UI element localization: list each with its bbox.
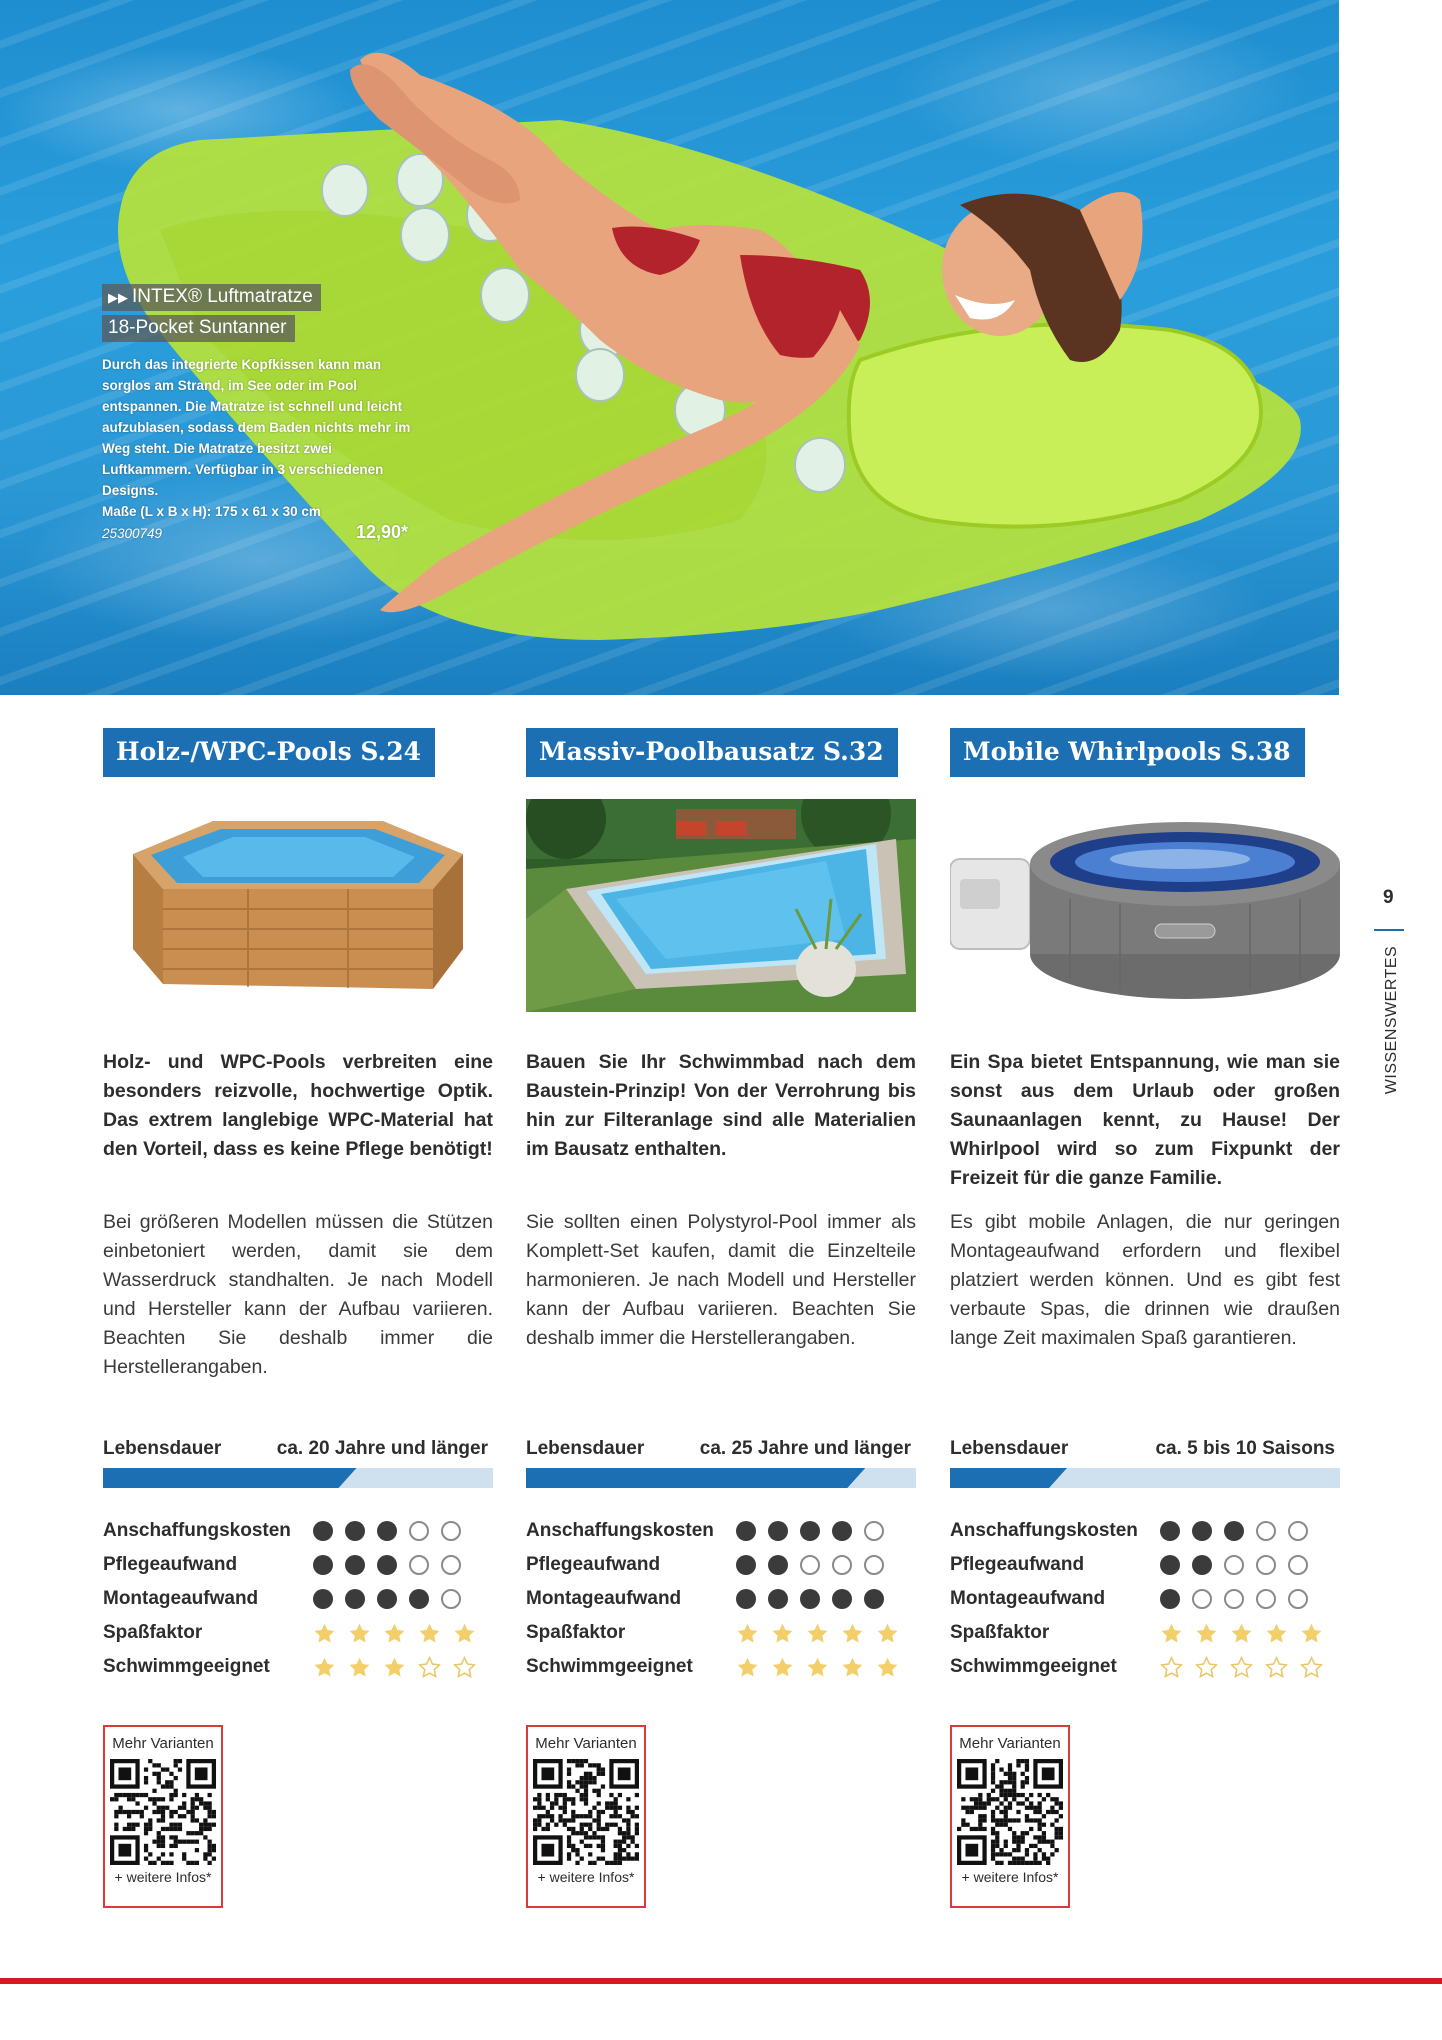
dot-filled-icon xyxy=(768,1589,788,1609)
star-filled-icon xyxy=(383,1656,406,1679)
qr-top-label: Mehr Varianten xyxy=(535,1735,637,1752)
lifetime-label: Lebensdauer xyxy=(950,1438,1069,1459)
rating-label: Montageaufwand xyxy=(526,1588,682,1609)
rating-row xyxy=(526,1582,916,1616)
dot-filled-icon xyxy=(768,1555,788,1575)
rating-label: Spaßfaktor xyxy=(103,1622,203,1643)
lifetime-value: ca. 25 Jahre und länger xyxy=(699,1438,911,1459)
star-filled-icon xyxy=(806,1656,829,1679)
dot-empty-icon xyxy=(409,1555,429,1575)
dot-empty-icon xyxy=(1288,1555,1308,1575)
dot-filled-icon xyxy=(377,1589,397,1609)
rating-row xyxy=(950,1548,1340,1582)
rating-marks xyxy=(736,1622,899,1645)
star-filled-icon xyxy=(736,1622,759,1645)
product-sku: 25300749 xyxy=(102,526,163,541)
dot-filled-icon xyxy=(313,1589,333,1609)
dot-filled-icon xyxy=(1192,1521,1212,1541)
dot-empty-icon xyxy=(800,1555,820,1575)
dot-filled-icon xyxy=(345,1555,365,1575)
dot-empty-icon xyxy=(1224,1589,1244,1609)
star-filled-icon xyxy=(1230,1622,1253,1645)
dot-empty-icon xyxy=(441,1555,461,1575)
dot-empty-icon xyxy=(864,1521,884,1541)
double-arrow-icon: ▶▶ xyxy=(108,290,128,305)
rating-row xyxy=(103,1616,493,1650)
star-filled-icon xyxy=(1265,1622,1288,1645)
hero-image xyxy=(0,0,1339,695)
rating-label: Anschaffungskosten xyxy=(526,1520,714,1541)
rating-label: Anschaffungskosten xyxy=(103,1520,291,1541)
dot-filled-icon xyxy=(800,1589,820,1609)
star-empty-icon xyxy=(1195,1656,1218,1679)
star-filled-icon xyxy=(453,1622,476,1645)
rating-row xyxy=(103,1548,493,1582)
lifetime-value: ca. 20 Jahre und länger xyxy=(276,1438,488,1459)
star-empty-icon xyxy=(1160,1656,1183,1679)
product-dimensions: Maße (L x B x H): 175 x 61 x 30 cm xyxy=(102,504,321,519)
lifetime-section xyxy=(526,1438,916,1488)
lead-text: Ein Spa bietet Entspannung, wie man sie sonst aus dem Urlaub oder großen Saunaanlagen kennt, zu Hause! Der Whirlpool wird so zum Fixpunkt der Freizeit für die ganze Familie. xyxy=(950,1051,1340,1189)
star-filled-icon xyxy=(876,1656,899,1679)
dot-filled-icon xyxy=(1160,1555,1180,1575)
lifetime-bar-fill xyxy=(103,1468,357,1488)
star-filled-icon xyxy=(1160,1622,1183,1645)
rating-marks xyxy=(1160,1521,1308,1541)
star-filled-icon xyxy=(736,1656,759,1679)
rating-marks xyxy=(1160,1656,1323,1679)
dot-empty-icon xyxy=(441,1589,461,1609)
dot-filled-icon xyxy=(377,1555,397,1575)
lifetime-section xyxy=(950,1438,1340,1488)
rating-label: Pflegeaufwand xyxy=(526,1554,661,1575)
product-sku-price xyxy=(102,522,408,544)
ratings-list xyxy=(103,1514,493,1684)
rating-row xyxy=(103,1650,493,1684)
star-empty-icon xyxy=(453,1656,476,1679)
rating-label: Montageaufwand xyxy=(950,1588,1106,1609)
dot-filled-icon xyxy=(736,1555,756,1575)
rating-label: Schwimmgeeignet xyxy=(103,1656,270,1677)
dot-filled-icon xyxy=(736,1521,756,1541)
column-wood-pools xyxy=(103,728,493,1885)
star-filled-icon xyxy=(313,1622,336,1645)
rating-marks xyxy=(736,1656,899,1679)
dot-filled-icon xyxy=(1160,1521,1180,1541)
rating-marks xyxy=(1160,1589,1308,1609)
dot-empty-icon xyxy=(1256,1589,1276,1609)
star-filled-icon xyxy=(1300,1622,1323,1645)
dot-empty-icon xyxy=(1256,1555,1276,1575)
star-filled-icon xyxy=(1195,1622,1218,1645)
rating-marks xyxy=(1160,1622,1323,1645)
dot-empty-icon xyxy=(409,1521,429,1541)
page-number: 9 xyxy=(1383,887,1394,908)
star-filled-icon xyxy=(313,1656,336,1679)
lifetime-bar xyxy=(526,1468,916,1488)
qr-top-label: Mehr Varianten xyxy=(112,1735,214,1752)
rating-label: Anschaffungskosten xyxy=(950,1520,1138,1541)
product-title-label: ▶▶ INTEX® Luftmatratze xyxy=(102,284,321,311)
rating-marks xyxy=(1160,1555,1308,1575)
dot-empty-icon xyxy=(441,1521,461,1541)
rating-row xyxy=(103,1582,493,1616)
footer-divider xyxy=(0,1978,1442,1984)
star-empty-icon xyxy=(1265,1656,1288,1679)
rating-marks xyxy=(313,1622,476,1645)
rating-label: Schwimmgeeignet xyxy=(950,1656,1117,1677)
star-filled-icon xyxy=(383,1622,406,1645)
dot-filled-icon xyxy=(768,1521,788,1541)
category-tag[interactable]: Massiv-Poolbausatz S.32 xyxy=(526,728,898,777)
star-filled-icon xyxy=(418,1622,441,1645)
product-price: 12,90* xyxy=(355,522,408,542)
star-empty-icon xyxy=(418,1656,441,1679)
star-empty-icon xyxy=(1300,1656,1323,1679)
whirlpool-photo xyxy=(950,799,1340,1012)
dot-filled-icon xyxy=(1192,1555,1212,1575)
qr-code-box[interactable] xyxy=(103,1725,223,1908)
inground-pool-photo xyxy=(526,799,916,1012)
product-subtitle-label: 18-Pocket Suntanner xyxy=(102,315,295,342)
lifetime-value: ca. 5 bis 10 Saisons xyxy=(1155,1438,1335,1459)
dot-filled-icon xyxy=(345,1521,365,1541)
dot-filled-icon xyxy=(864,1589,884,1609)
lifetime-section xyxy=(103,1438,493,1488)
star-filled-icon xyxy=(771,1622,794,1645)
section-label: WISSENSWERTES xyxy=(1383,945,1400,1095)
star-filled-icon xyxy=(841,1622,864,1645)
product-description-text: Durch das integrierte Kopfkissen kann man sorglos am Strand, im See oder im Pool entspannen. Die Matratze ist schnell und leicht aufzublasen, sodass dem Baden nichts mehr im Weg steht. Die Matratze besitzt zwei Luftkammern. Verfügbar in 3 verschiedenen Designs. xyxy=(102,357,411,498)
rating-row xyxy=(526,1514,916,1548)
body-text: Bei größeren Modellen müssen die Stützen einbetoniert werden, damit sie dem Wasserdruck standhalten. Je nach Modell und Hersteller kann der Aufbau variieren. Beachten Sie deshalb immer die Herstellerangaben. xyxy=(103,1211,493,1378)
category-tag[interactable]: Mobile Whirlpools S.38 xyxy=(950,728,1305,777)
lifetime-label: Lebensdauer xyxy=(103,1438,222,1459)
qr-bottom-label: + weitere Infos* xyxy=(537,1869,635,1885)
rating-row xyxy=(950,1582,1340,1616)
body-text: Es gibt mobile Anlagen, die nur geringen Montageaufwand erfordern und flexibel platziert werden können. Und es gibt fest verbaute Spas, die drinnen wie draußen lange Zeit maximalen Spaß garantieren. xyxy=(950,1211,1340,1349)
rating-marks xyxy=(313,1589,461,1609)
star-filled-icon xyxy=(771,1656,794,1679)
rating-row xyxy=(950,1616,1340,1650)
qr-bottom-label: + weitere Infos* xyxy=(114,1869,212,1885)
rating-marks xyxy=(736,1589,884,1609)
rating-label: Pflegeaufwand xyxy=(103,1554,238,1575)
dot-filled-icon xyxy=(1224,1521,1244,1541)
star-filled-icon xyxy=(806,1622,829,1645)
dot-empty-icon xyxy=(1192,1589,1212,1609)
column-mobile-whirlpools xyxy=(950,728,1340,1885)
dot-empty-icon xyxy=(864,1555,884,1575)
qr-bottom-label: + weitere Infos* xyxy=(961,1869,1059,1885)
wooden-pool-photo xyxy=(103,799,493,1012)
star-filled-icon xyxy=(348,1656,371,1679)
product-description xyxy=(102,354,412,544)
rating-marks xyxy=(313,1656,476,1679)
dot-filled-icon xyxy=(832,1521,852,1541)
dot-filled-icon xyxy=(313,1521,333,1541)
rating-label: Spaßfaktor xyxy=(950,1622,1050,1643)
star-filled-icon xyxy=(348,1622,371,1645)
lifetime-bar-fill xyxy=(526,1468,865,1488)
column-massive-pool-kit xyxy=(526,728,916,1885)
star-filled-icon xyxy=(841,1656,864,1679)
rating-row xyxy=(950,1514,1340,1548)
rating-row xyxy=(950,1650,1340,1684)
dot-filled-icon xyxy=(345,1589,365,1609)
page-number-rule xyxy=(1374,929,1404,931)
lead-text: Bauen Sie Ihr Schwimmbad nach dem Baustein-Prinzip! Von der Verrohrung bis hin zur Filteranlage sind alle Materialien im Bausatz enthalten. xyxy=(526,1051,916,1160)
rating-row xyxy=(526,1548,916,1582)
category-tag[interactable]: Holz-/WPC-Pools S.24 xyxy=(103,728,435,777)
lifetime-label: Lebensdauer xyxy=(526,1438,645,1459)
qr-code-box[interactable] xyxy=(526,1725,646,1908)
rating-marks xyxy=(736,1555,884,1575)
lead-text: Holz- und WPC-Pools verbreiten eine besonders reizvolle, hochwertige Optik. Das extrem langlebige WPC-Material hat den Vorteil, dass es keine Pflege benötigt! xyxy=(103,1051,493,1160)
rating-label: Pflegeaufwand xyxy=(950,1554,1085,1575)
dot-filled-icon xyxy=(377,1521,397,1541)
dot-filled-icon xyxy=(832,1589,852,1609)
dot-filled-icon xyxy=(1160,1589,1180,1609)
qr-top-label: Mehr Varianten xyxy=(959,1735,1061,1752)
lifetime-bar-fill xyxy=(950,1468,1067,1488)
qr-code-icon[interactable] xyxy=(957,1759,1063,1865)
dot-filled-icon xyxy=(313,1555,333,1575)
dot-empty-icon xyxy=(1288,1589,1308,1609)
rating-marks xyxy=(313,1521,461,1541)
ratings-list xyxy=(950,1514,1340,1684)
rating-marks xyxy=(313,1555,461,1575)
ratings-list xyxy=(526,1514,916,1684)
dot-filled-icon xyxy=(800,1521,820,1541)
dot-empty-icon xyxy=(1256,1521,1276,1541)
body-text: Sie sollten einen Polystyrol-Pool immer als Komplett-Set kaufen, damit die Einzelteile harmonieren. Je nach Modell und Hersteller kann der Aufbau variieren. Beachten Sie deshalb immer die Herstellerangaben. xyxy=(526,1211,916,1349)
dot-empty-icon xyxy=(1288,1521,1308,1541)
star-empty-icon xyxy=(1230,1656,1253,1679)
rating-label: Spaßfaktor xyxy=(526,1622,626,1643)
rating-row xyxy=(526,1616,916,1650)
dot-empty-icon xyxy=(1224,1555,1244,1575)
qr-code-box[interactable] xyxy=(950,1725,1070,1908)
rating-label: Schwimmgeeignet xyxy=(526,1656,693,1677)
lifetime-bar xyxy=(950,1468,1340,1488)
qr-code-icon[interactable] xyxy=(533,1759,639,1865)
dot-filled-icon xyxy=(736,1589,756,1609)
rating-row xyxy=(103,1514,493,1548)
rating-row xyxy=(526,1650,916,1684)
rating-marks xyxy=(736,1521,884,1541)
dot-filled-icon xyxy=(409,1589,429,1609)
dot-empty-icon xyxy=(832,1555,852,1575)
lifetime-bar xyxy=(103,1468,493,1488)
star-filled-icon xyxy=(876,1622,899,1645)
rating-label: Montageaufwand xyxy=(103,1588,259,1609)
qr-code-icon[interactable] xyxy=(110,1759,216,1865)
hero-caption xyxy=(102,284,412,544)
